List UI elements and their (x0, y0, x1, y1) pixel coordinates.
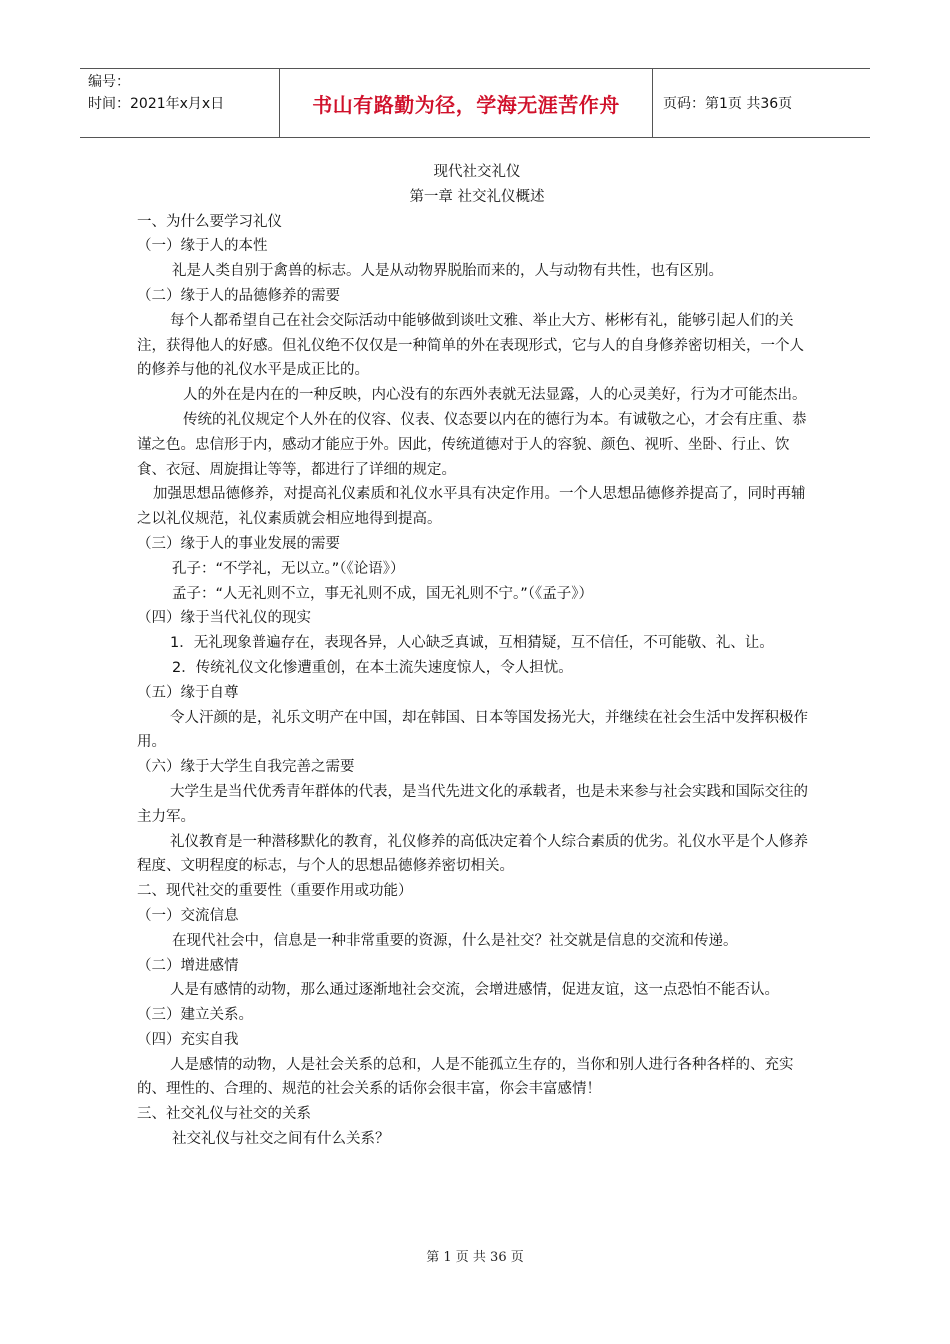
paragraph: 在现代社会中，信息是一种非常重要的资源，什么是社交？社交就是信息的交流和传递。 (172, 932, 738, 949)
paragraph: 大学生是当代优秀青年群体的代表，是当代先进文化的承载者，也是未来参与社会实践和国际交往的主力军。 (137, 783, 808, 825)
paragraph: 人的外在是内在的一种反映，内心没有的东西外表就无法显露，人的心灵美好，行为才可能杰出。 (183, 387, 807, 404)
document-body (137, 160, 817, 1152)
subsection-heading: （二）缘于人的品德修养的需要 (137, 287, 340, 304)
number-label: 编号： (88, 74, 130, 90)
paragraph: 每个人都希望自己在社会交际活动中能够做到谈吐文雅、举止大方、彬彬有礼，能够引起人们的关注，获得他人的好感。但礼仪绝不仅仅是一种简单的外在表现形式，它与人的自身修养密切相关，一个人的修养与他的礼仪水平是成正比的。 (137, 312, 804, 379)
section-heading: 三、社交礼仪与社交的关系 (137, 1106, 311, 1123)
quote-line: 孟子：“人无礼则不立，事无礼则不成，国无礼则不宁。”（《孟子》） (172, 585, 594, 602)
time-label: 时间：2021年x月x日 (88, 96, 225, 112)
paragraph: 社交礼仪与社交之间有什么关系？ (172, 1131, 390, 1148)
subsection-heading: （三）缘于人的事业发展的需要 (137, 535, 340, 552)
quote-line: 孔子：“不学礼，无以立。”（《论语》） (172, 560, 405, 577)
paragraph: 礼是人类自别于禽兽的标志。人是从动物界脱胎而来的，人与动物有共性，也有区别。 (172, 263, 723, 280)
subsection-heading: （一）交流信息 (137, 907, 239, 924)
page-header (80, 68, 870, 138)
subsection-heading: （四）充实自我 (137, 1031, 239, 1048)
subsection-heading: （一）缘于人的本性 (137, 238, 268, 255)
header-page-info: 页码：第1页 共36页 (663, 96, 793, 112)
paragraph: 人是感情的动物，人是社会关系的总和，人是不能孤立生存的，当你和别人进行各种各样的、充实的、理性的、合理的、规范的社会关系的话你会很丰富，你会丰富感情！ (137, 1056, 794, 1098)
list-item: 2．传统礼仪文化惨遭重创，在本土流失速度惊人，令人担忧。 (172, 659, 573, 676)
paragraph: 人是有感情的动物，那么通过逐渐地社会交流，会增进感情，促进友谊，这一点恐怕不能否认。 (170, 982, 779, 999)
paragraph: 传统的礼仪规定个人外在的仪容、仪表、仪态要以内在的德行为本。有诚敬之心，才会有庄重、恭谨之色。忠信形于内，感动才能应于外。因此，传统道德对于人的容貌、颜色、视听、坐卧、行止、饮食、衣冠、周旋揖让等等，都进行了详细的规定。 (137, 411, 807, 478)
list-item: 1．无礼现象普遍存在，表现各异，人心缺乏真诚，互相猜疑，互不信任，不可能敬、礼、让。 (170, 635, 774, 652)
subsection-heading: （二）增进感情 (137, 957, 239, 974)
chapter-title: 第一章 社交礼仪概述 (409, 188, 545, 205)
subsection-heading: （四）缘于当代礼仪的现实 (137, 610, 311, 627)
header-motto: 书山有路勤为径，学海无涯苦作舟 (280, 69, 653, 137)
header-meta (80, 69, 280, 137)
doc-title: 现代社交礼仪 (433, 164, 521, 180)
subsection-heading: （六）缘于大学生自我完善之需要 (137, 759, 355, 776)
paragraph: 礼仪教育是一种潜移默化的教育，礼仪修养的高低决定着个人综合素质的优劣。礼仪水平是个人修养程度、文明程度的标志，与个人的思想品德修养密切相关。 (137, 833, 808, 875)
subsection-heading: （五）缘于自尊 (137, 684, 239, 701)
paragraph: 加强思想品德修养，对提高礼仪素质和礼仪水平具有决定作用。一个人思想品德修养提高了，同时再辅之以礼仪规范，礼仪素质就会相应地得到提高。 (137, 486, 806, 528)
page-footer: 第 1 页 共 36 页 (426, 1250, 524, 1265)
subsection-heading: （三）建立关系。 (137, 1007, 253, 1024)
section-heading: 二、现代社交的重要性（重要作用或功能） (137, 883, 413, 900)
paragraph: 令人汗颜的是，礼乐文明产在中国，却在韩国、日本等国发扬光大，并继续在社会生活中发挥积极作用。 (137, 709, 808, 751)
section-heading: 一、为什么要学习礼仪 (137, 213, 282, 230)
